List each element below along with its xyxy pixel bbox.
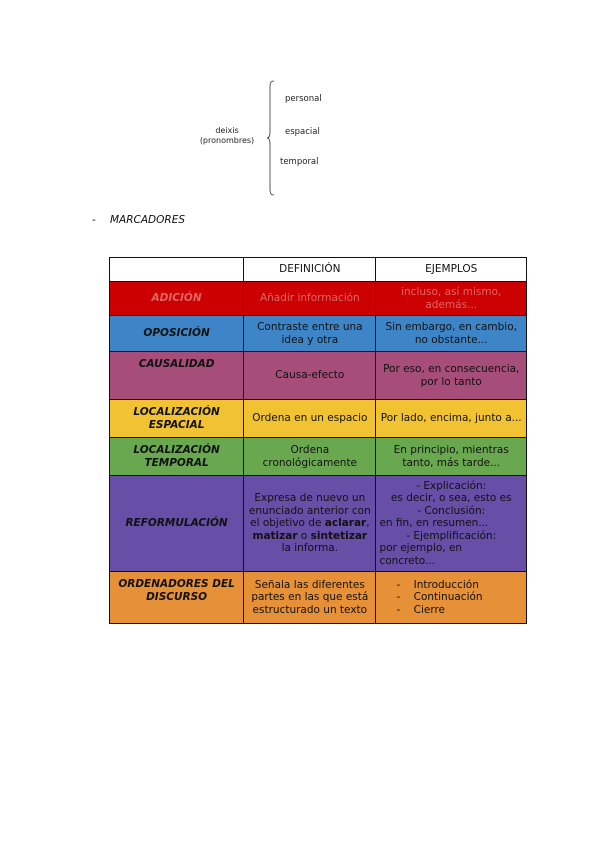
examples-cell: Sin embargo, en cambio, no obstante... xyxy=(376,316,527,352)
examples-block xyxy=(379,480,523,568)
definition-text: o xyxy=(297,529,311,542)
definition-cell: Señala las diferentes partes en las que está estructurado un texto xyxy=(244,572,376,624)
list-item-text: Continuación xyxy=(413,591,483,604)
definition-cell: Ordena en un espacio xyxy=(244,400,376,438)
category-cell: ORDENADORES DEL DISCURSO xyxy=(110,572,244,624)
category-cell: OPOSICIÓN xyxy=(110,316,244,352)
definition-emphasis: sintetizar xyxy=(310,529,368,542)
table-row xyxy=(110,282,527,316)
header-cell-definition: DEFINICIÓN xyxy=(244,258,376,282)
examples-cell: incluso, así mismo, además... xyxy=(376,282,527,316)
header-cell-empty xyxy=(110,258,244,282)
category-cell: LOCALIZACIÓN ESPACIAL xyxy=(110,400,244,438)
example-line: - Conclusión: xyxy=(417,504,486,517)
definition-cell: Contraste entre una idea y otra xyxy=(244,316,376,352)
definition-emphasis: aclarar xyxy=(324,517,367,530)
markers-table xyxy=(109,257,527,624)
category-cell: CAUSALIDAD xyxy=(110,352,244,400)
definition-text: la informa. xyxy=(281,542,339,555)
definition-cell: Causa-efecto xyxy=(244,352,376,400)
list-item-text: Introducción xyxy=(413,578,479,591)
category-cell: REFORMULACIÓN xyxy=(110,476,244,572)
definition-text: , xyxy=(366,517,370,530)
section-heading xyxy=(92,214,185,226)
example-line: es decir, o sea, esto es xyxy=(390,492,512,505)
definition-emphasis: matizar xyxy=(252,529,298,542)
header-cell-examples: EJEMPLOS xyxy=(376,258,527,282)
example-line: - Explicación: xyxy=(416,479,487,492)
category-cell: LOCALIZACIÓN TEMPORAL xyxy=(110,438,244,476)
list-item-text: Cierre xyxy=(413,603,445,616)
example-line: - Ejemplificación: xyxy=(406,529,497,542)
table-row xyxy=(110,316,527,352)
deixis-label-line2: (pronombres) xyxy=(199,136,255,145)
deixis-label xyxy=(182,126,272,146)
deixis-label-line1: deixis xyxy=(215,126,239,135)
list-item: - Introducción xyxy=(396,578,479,591)
table-header-row xyxy=(110,258,527,282)
category-cell: ADICIÓN xyxy=(110,282,244,316)
example-line: en fin, en resumen... xyxy=(379,517,489,530)
table-row xyxy=(110,400,527,438)
examples-list xyxy=(396,579,523,617)
examples-cell: Por eso, en consecuencia, por lo tanto xyxy=(376,352,527,400)
examples-cell xyxy=(376,476,527,572)
definition-cell xyxy=(244,476,376,572)
deixis-item-espacial: espacial xyxy=(285,127,320,137)
list-item: - Cierre xyxy=(396,603,445,616)
list-item: - Continuación xyxy=(396,591,483,604)
curly-brace-icon xyxy=(266,80,276,196)
definition-cell: Añadir información xyxy=(244,282,376,316)
definition-cell: Ordena cronológicamente xyxy=(244,438,376,476)
examples-cell xyxy=(376,572,527,624)
example-line: concreto... xyxy=(379,554,436,567)
section-title: MARCADORES xyxy=(110,214,185,226)
examples-cell: En principio, mientras tanto, más tarde... xyxy=(376,438,527,476)
table-row xyxy=(110,572,527,624)
deixis-item-personal: personal xyxy=(285,94,322,104)
examples-cell: Por lado, encima, junto a... xyxy=(376,400,527,438)
example-line: por ejemplo, en xyxy=(379,542,463,555)
table-row xyxy=(110,352,527,400)
table-row xyxy=(110,476,527,572)
definition-text: Expresa de nuevo un enunciado anterior con el objetivo de xyxy=(248,492,371,530)
deixis-item-temporal: temporal xyxy=(280,157,319,167)
section-dash: - xyxy=(92,214,96,226)
table-row xyxy=(110,438,527,476)
